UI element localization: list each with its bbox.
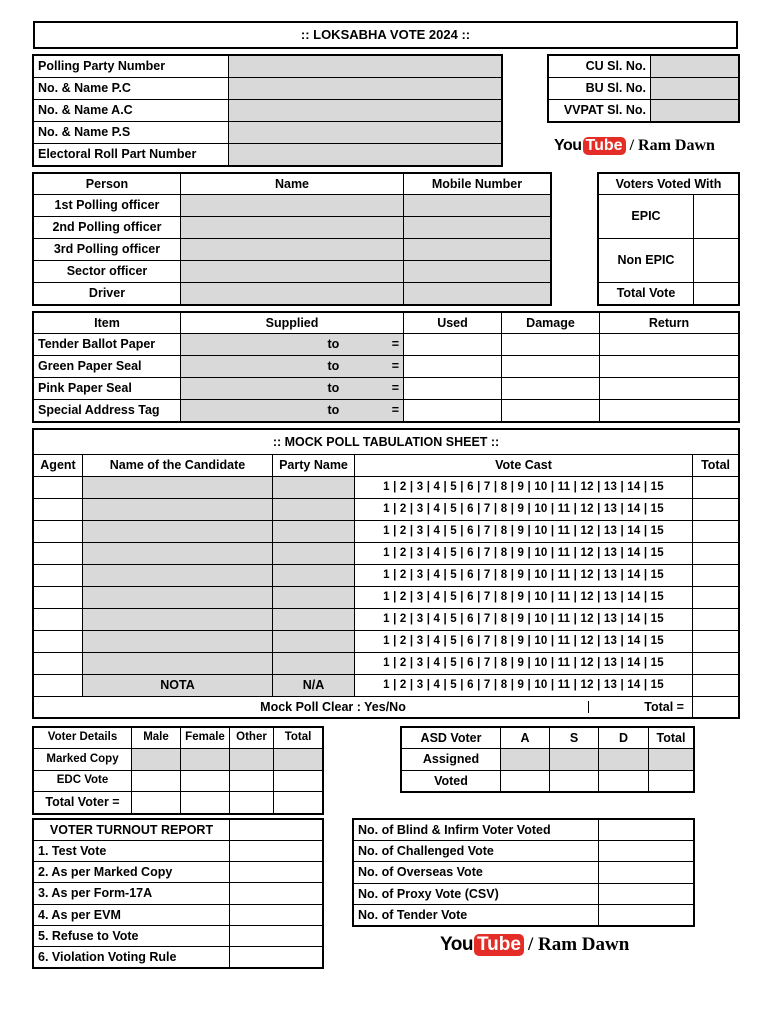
party-info-field[interactable] (229, 144, 502, 166)
asd-voter-table (401, 727, 694, 792)
total-field[interactable] (693, 609, 739, 631)
total-field[interactable] (693, 565, 739, 587)
person-name-field[interactable] (181, 283, 404, 305)
special-vote-label: No. of Blind & Infirm Voter Voted (354, 820, 599, 841)
machine-info-field[interactable] (651, 100, 739, 122)
total-field[interactable] (274, 749, 323, 771)
special-vote-label: No. of Overseas Vote (354, 862, 599, 884)
return-field[interactable] (600, 400, 739, 422)
male-field[interactable] (132, 749, 181, 771)
column-header: Total (274, 728, 323, 749)
person-label: 2nd Polling officer (34, 217, 181, 239)
party-field[interactable] (273, 609, 355, 631)
total-field[interactable] (693, 499, 739, 521)
column-header: Vote Cast (355, 455, 693, 477)
voters-voted-table (598, 173, 739, 305)
channel-name: / Ram Dawn (629, 137, 715, 154)
person-name-field[interactable] (181, 195, 404, 217)
column-header: Total (649, 728, 694, 749)
party-field[interactable] (273, 653, 355, 675)
to-text: to (327, 403, 340, 418)
machine-info-table (548, 55, 739, 122)
column-header: Voter Details (34, 728, 132, 749)
turnout-title-cell (230, 820, 323, 841)
item-label: Pink Paper Seal (34, 378, 181, 400)
person-name-field[interactable] (181, 261, 404, 283)
total-field[interactable] (693, 521, 739, 543)
party-field[interactable] (273, 631, 355, 653)
turnout-field[interactable] (230, 862, 323, 883)
party-info-label: No. & Name P.C (34, 78, 229, 100)
equals-text: = (391, 359, 399, 374)
column-header: Male (132, 728, 181, 749)
party-info-field[interactable] (229, 78, 502, 100)
turnout-field[interactable] (230, 926, 323, 947)
candidate-field[interactable] (83, 499, 273, 521)
voters-voted-field[interactable] (694, 195, 739, 239)
column-header: Other (230, 728, 274, 749)
nota-party: N/A (273, 675, 355, 697)
special-vote-label: No. of Proxy Vote (CSV) (354, 884, 599, 905)
column-header: S (550, 728, 599, 749)
candidate-field[interactable] (83, 521, 273, 543)
machine-info-field[interactable] (651, 56, 739, 78)
total-field[interactable] (693, 543, 739, 565)
agent-field[interactable] (34, 499, 83, 521)
vote-cast-tally[interactable]: 1 | 2 | 3 | 4 | 5 | 6 | 7 | 8 | 9 | 10 | 11 | 12 | 13 | 14 | 15 (355, 587, 693, 609)
candidate-field[interactable] (83, 477, 273, 499)
machine-info-label: VVPAT Sl. No. (549, 100, 651, 122)
total-field[interactable] (274, 792, 323, 814)
machine-info-label: BU Sl. No. (549, 78, 651, 100)
male-field[interactable] (132, 792, 181, 814)
candidate-field[interactable] (83, 631, 273, 653)
vote-cast-tally[interactable]: 1 | 2 | 3 | 4 | 5 | 6 | 7 | 8 | 9 | 10 | 11 | 12 | 13 | 14 | 15 (355, 653, 693, 675)
special-votes-table (353, 819, 694, 926)
person-mobile-field[interactable] (404, 195, 551, 217)
person-name-field[interactable] (181, 217, 404, 239)
special-vote-field[interactable] (599, 820, 694, 841)
person-label: Sector officer (34, 261, 181, 283)
column-header: Name of the Candidate (83, 455, 273, 477)
turnout-label: 2. As per Marked Copy (34, 862, 230, 883)
voters-voted-header: Voters Voted With (599, 174, 739, 195)
special-vote-field[interactable] (599, 862, 694, 884)
special-vote-field[interactable] (599, 884, 694, 905)
agent-field[interactable] (34, 543, 83, 565)
female-field[interactable] (181, 749, 230, 771)
column-header: D (599, 728, 649, 749)
party-info-label: No. & Name A.C (34, 100, 229, 122)
other-field[interactable] (230, 749, 274, 771)
column-header: Party Name (273, 455, 355, 477)
voters-voted-field[interactable] (694, 283, 739, 305)
person-mobile-field[interactable] (404, 261, 551, 283)
vote-cast-tally[interactable]: 1 | 2 | 3 | 4 | 5 | 6 | 7 | 8 | 9 | 10 | 11 | 12 | 13 | 14 | 15 (355, 521, 693, 543)
party-info-label: Electoral Roll Part Number (34, 144, 229, 166)
channel-name: / Ram Dawn (527, 934, 630, 955)
vote-cast-tally[interactable]: 1 | 2 | 3 | 4 | 5 | 6 | 7 | 8 | 9 | 10 | 11 | 12 | 13 | 14 | 15 (355, 477, 693, 499)
youtube-brand-logo[interactable] (554, 137, 715, 155)
grand-total-field[interactable] (693, 697, 739, 718)
youtube-tube-text: Tube (583, 137, 626, 155)
female-field[interactable] (181, 771, 230, 792)
return-field[interactable] (600, 334, 739, 356)
candidate-field[interactable] (83, 565, 273, 587)
equals-text: = (391, 403, 399, 418)
turnout-field[interactable] (230, 883, 323, 905)
mock-poll-table (33, 429, 739, 718)
voter-details-label: Marked Copy (34, 749, 132, 771)
party-info-field[interactable] (229, 100, 502, 122)
asd-field[interactable] (501, 771, 550, 792)
supplied-field[interactable] (181, 378, 404, 400)
special-vote-field[interactable] (599, 905, 694, 926)
to-text: to (327, 381, 340, 396)
voters-voted-label: Non EPIC (599, 239, 694, 283)
supplied-field[interactable] (181, 356, 404, 378)
item-label: Green Paper Seal (34, 356, 181, 378)
candidate-field[interactable] (83, 609, 273, 631)
item-label: Special Address Tag (34, 400, 181, 422)
agent-field[interactable] (34, 609, 83, 631)
turnout-label: 3. As per Form-17A (34, 883, 230, 905)
agent-field[interactable] (34, 675, 83, 697)
total-field[interactable] (693, 477, 739, 499)
page-title: :: LOKSABHA VOTE 2024 :: (33, 21, 738, 49)
candidate-field[interactable] (83, 543, 273, 565)
person-mobile-field[interactable] (404, 283, 551, 305)
equals-text: = (391, 381, 399, 396)
used-field[interactable] (404, 400, 502, 422)
voter-details-table (33, 727, 323, 814)
male-field[interactable] (132, 771, 181, 792)
column-header: Mobile Number (404, 174, 551, 195)
supplied-field[interactable] (181, 334, 404, 356)
voters-voted-label: EPIC (599, 195, 694, 239)
mock-poll-clear-label: Mock Poll Clear : Yes/No (260, 699, 406, 714)
column-header: A (501, 728, 550, 749)
special-vote-field[interactable] (599, 841, 694, 862)
column-header: Name (181, 174, 404, 195)
turnout-title: VOTER TURNOUT REPORT (34, 820, 230, 841)
column-header: Total (693, 455, 739, 477)
special-vote-label: No. of Challenged Vote (354, 841, 599, 862)
voters-voted-label: Total Vote (599, 283, 694, 305)
candidate-field[interactable] (83, 653, 273, 675)
youtube-brand-logo-bottom[interactable] (440, 934, 629, 956)
person-mobile-field[interactable] (404, 217, 551, 239)
asd-field[interactable] (599, 771, 649, 792)
vote-cast-tally[interactable]: 1 | 2 | 3 | 4 | 5 | 6 | 7 | 8 | 9 | 10 | 11 | 12 | 13 | 14 | 15 (355, 609, 693, 631)
vote-cast-tally[interactable]: 1 | 2 | 3 | 4 | 5 | 6 | 7 | 8 | 9 | 10 | 11 | 12 | 13 | 14 | 15 (355, 675, 693, 697)
asd-field[interactable] (599, 749, 649, 771)
party-info-field[interactable] (229, 56, 502, 78)
column-header: ASD Voter (402, 728, 501, 749)
asd-field[interactable] (649, 749, 694, 771)
to-text: to (327, 337, 340, 352)
asd-field[interactable] (550, 771, 599, 792)
party-field[interactable] (273, 543, 355, 565)
party-info-field[interactable] (229, 122, 502, 144)
machine-info-field[interactable] (651, 78, 739, 100)
turnout-field[interactable] (230, 947, 323, 968)
asd-label: Assigned (402, 749, 501, 771)
equals-text: = (391, 337, 399, 352)
agent-field[interactable] (34, 521, 83, 543)
grand-total-label: Total = (588, 701, 692, 714)
used-field[interactable] (404, 334, 502, 356)
return-field[interactable] (600, 356, 739, 378)
total-field[interactable] (693, 587, 739, 609)
damage-field[interactable] (502, 334, 600, 356)
turnout-report-table (33, 819, 323, 968)
supplied-field[interactable] (181, 400, 404, 422)
column-header: Item (34, 313, 181, 334)
voters-voted-field[interactable] (694, 239, 739, 283)
total-field[interactable] (693, 631, 739, 653)
youtube-tube-text: Tube (474, 934, 524, 956)
total-field[interactable] (693, 653, 739, 675)
party-field[interactable] (273, 521, 355, 543)
return-field[interactable] (600, 378, 739, 400)
turnout-label: 4. As per EVM (34, 905, 230, 926)
party-field[interactable] (273, 499, 355, 521)
special-vote-label: No. of Tender Vote (354, 905, 599, 926)
person-label: 3rd Polling officer (34, 239, 181, 261)
personnel-table (33, 173, 551, 305)
item-label: Tender Ballot Paper (34, 334, 181, 356)
agent-field[interactable] (34, 565, 83, 587)
person-mobile-field[interactable] (404, 239, 551, 261)
female-field[interactable] (181, 792, 230, 814)
mock-poll-clear-text (34, 697, 693, 718)
mock-poll-title: :: MOCK POLL TABULATION SHEET :: (34, 430, 739, 455)
vote-cast-tally[interactable]: 1 | 2 | 3 | 4 | 5 | 6 | 7 | 8 | 9 | 10 | 11 | 12 | 13 | 14 | 15 (355, 565, 693, 587)
party-field[interactable] (273, 477, 355, 499)
turnout-field[interactable] (230, 841, 323, 862)
column-header: Return (600, 313, 739, 334)
person-label: Driver (34, 283, 181, 305)
to-text: to (327, 359, 340, 374)
asd-label: Voted (402, 771, 501, 792)
asd-field[interactable] (501, 749, 550, 771)
turnout-label: 6. Violation Voting Rule (34, 947, 230, 968)
damage-field[interactable] (502, 356, 600, 378)
voter-details-label: Total Voter = (34, 792, 132, 814)
nota-label: NOTA (83, 675, 273, 697)
column-header: Damage (502, 313, 600, 334)
turnout-label: 5. Refuse to Vote (34, 926, 230, 947)
agent-field[interactable] (34, 631, 83, 653)
agent-field[interactable] (34, 587, 83, 609)
agent-field[interactable] (34, 477, 83, 499)
vote-cast-tally[interactable]: 1 | 2 | 3 | 4 | 5 | 6 | 7 | 8 | 9 | 10 | 11 | 12 | 13 | 14 | 15 (355, 499, 693, 521)
asd-field[interactable] (649, 771, 694, 792)
vote-cast-tally[interactable]: 1 | 2 | 3 | 4 | 5 | 6 | 7 | 8 | 9 | 10 | 11 | 12 | 13 | 14 | 15 (355, 543, 693, 565)
youtube-you-text: You (440, 934, 473, 955)
youtube-you-text: You (554, 137, 582, 154)
party-field[interactable] (273, 565, 355, 587)
person-label: 1st Polling officer (34, 195, 181, 217)
damage-field[interactable] (502, 378, 600, 400)
party-info-label: Polling Party Number (34, 56, 229, 78)
candidate-field[interactable] (83, 587, 273, 609)
column-header: Female (181, 728, 230, 749)
vote-cast-tally[interactable]: 1 | 2 | 3 | 4 | 5 | 6 | 7 | 8 | 9 | 10 | 11 | 12 | 13 | 14 | 15 (355, 631, 693, 653)
person-name-field[interactable] (181, 239, 404, 261)
used-field[interactable] (404, 378, 502, 400)
asd-field[interactable] (550, 749, 599, 771)
total-field[interactable] (274, 771, 323, 792)
damage-field[interactable] (502, 400, 600, 422)
turnout-label: 1. Test Vote (34, 841, 230, 862)
total-field[interactable] (693, 675, 739, 697)
column-header: Used (404, 313, 502, 334)
column-header: Person (34, 174, 181, 195)
party-field[interactable] (273, 587, 355, 609)
items-table (33, 312, 739, 422)
column-header: Supplied (181, 313, 404, 334)
column-header: Agent (34, 455, 83, 477)
other-field[interactable] (230, 792, 274, 814)
other-field[interactable] (230, 771, 274, 792)
agent-field[interactable] (34, 653, 83, 675)
voter-details-label: EDC Vote (34, 771, 132, 792)
party-info-label: No. & Name P.S (34, 122, 229, 144)
turnout-field[interactable] (230, 905, 323, 926)
used-field[interactable] (404, 356, 502, 378)
machine-info-label: CU Sl. No. (549, 56, 651, 78)
party-info-table (33, 55, 502, 166)
